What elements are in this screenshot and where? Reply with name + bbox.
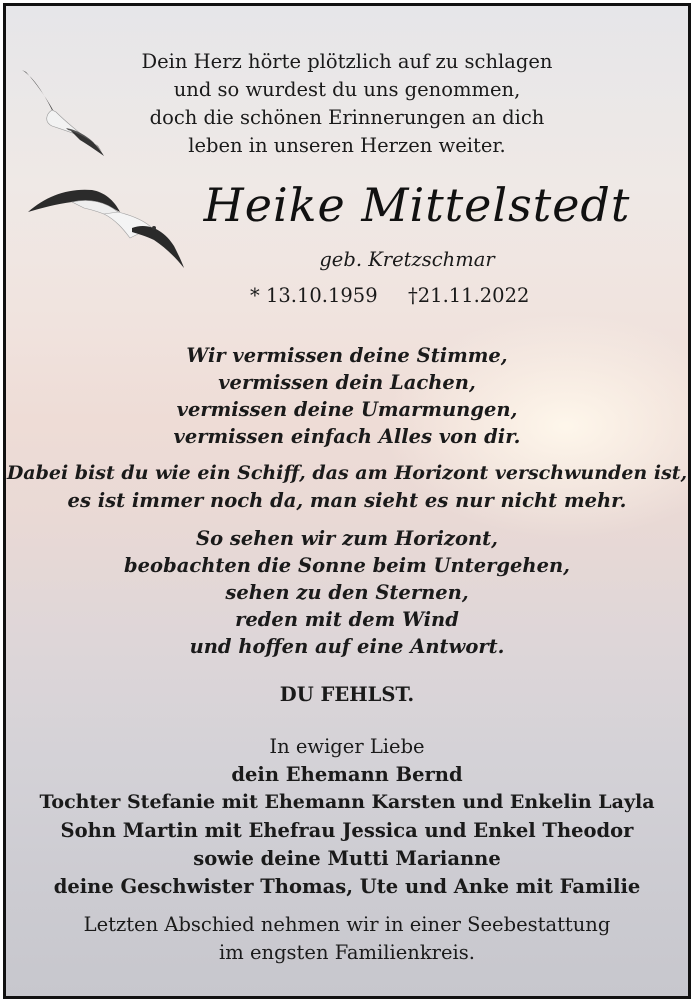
mourner-line: sowie deine Mutti Marianne <box>193 847 501 870</box>
verse-line: es ist immer noch da, man sieht es nur nicht mehr. <box>67 489 627 512</box>
farewell-line: Letzten Abschied nehmen wir in einer Seebestattung <box>83 913 611 936</box>
intro-poem-line: doch die schönen Erinnerungen an dich <box>149 106 545 129</box>
birth-date: * 13.10.1959 <box>250 284 378 307</box>
mourner-line: dein Ehemann Bernd <box>231 763 463 786</box>
obituary-card <box>3 3 691 999</box>
verse-line: vermissen dein Lachen, <box>218 371 476 394</box>
du-fehlst-heading: DU FEHLST. <box>279 683 415 706</box>
death-date: †21.11.2022 <box>408 284 530 307</box>
intro-poem-line: Dein Herz hörte plötzlich auf zu schlagen <box>141 50 553 73</box>
verse-line: und hoffen auf eine Antwort. <box>189 635 505 658</box>
verse-line: Dabei bist du wie ein Schiff, das am Horizont verschwunden ist, <box>6 462 688 484</box>
intro-poem-line: und so wurdest du uns genommen, <box>173 78 521 101</box>
verse-line: So sehen wir zum Horizont, <box>196 527 498 550</box>
mourners-intro: In ewiger Liebe <box>269 735 425 758</box>
verse-line: Wir vermissen deine Stimme, <box>186 344 508 367</box>
intro-poem-line: leben in unseren Herzen weiter. <box>188 134 506 157</box>
deceased-name: Heike Mittelstedt <box>203 178 631 232</box>
verse-line: reden mit dem Wind <box>235 608 459 631</box>
mourner-line: Tochter Stefanie mit Ehemann Karsten und Enkelin Layla <box>39 791 655 813</box>
farewell-line: im engsten Familienkreis. <box>219 941 475 964</box>
birth-name: geb. Kretzschmar <box>319 248 495 271</box>
mourner-line: deine Geschwister Thomas, Ute und Anke mit Familie <box>53 875 641 898</box>
verse-line: beobachten die Sonne beim Untergehen, <box>124 554 570 577</box>
verse-line: sehen zu den Sternen, <box>225 581 469 604</box>
mourner-line: Sohn Martin mit Ehefrau Jessica und Enkel Theodor <box>60 819 634 842</box>
verse-line: vermissen einfach Alles von dir. <box>173 425 521 448</box>
verse-line: vermissen deine Umarmungen, <box>176 398 518 421</box>
